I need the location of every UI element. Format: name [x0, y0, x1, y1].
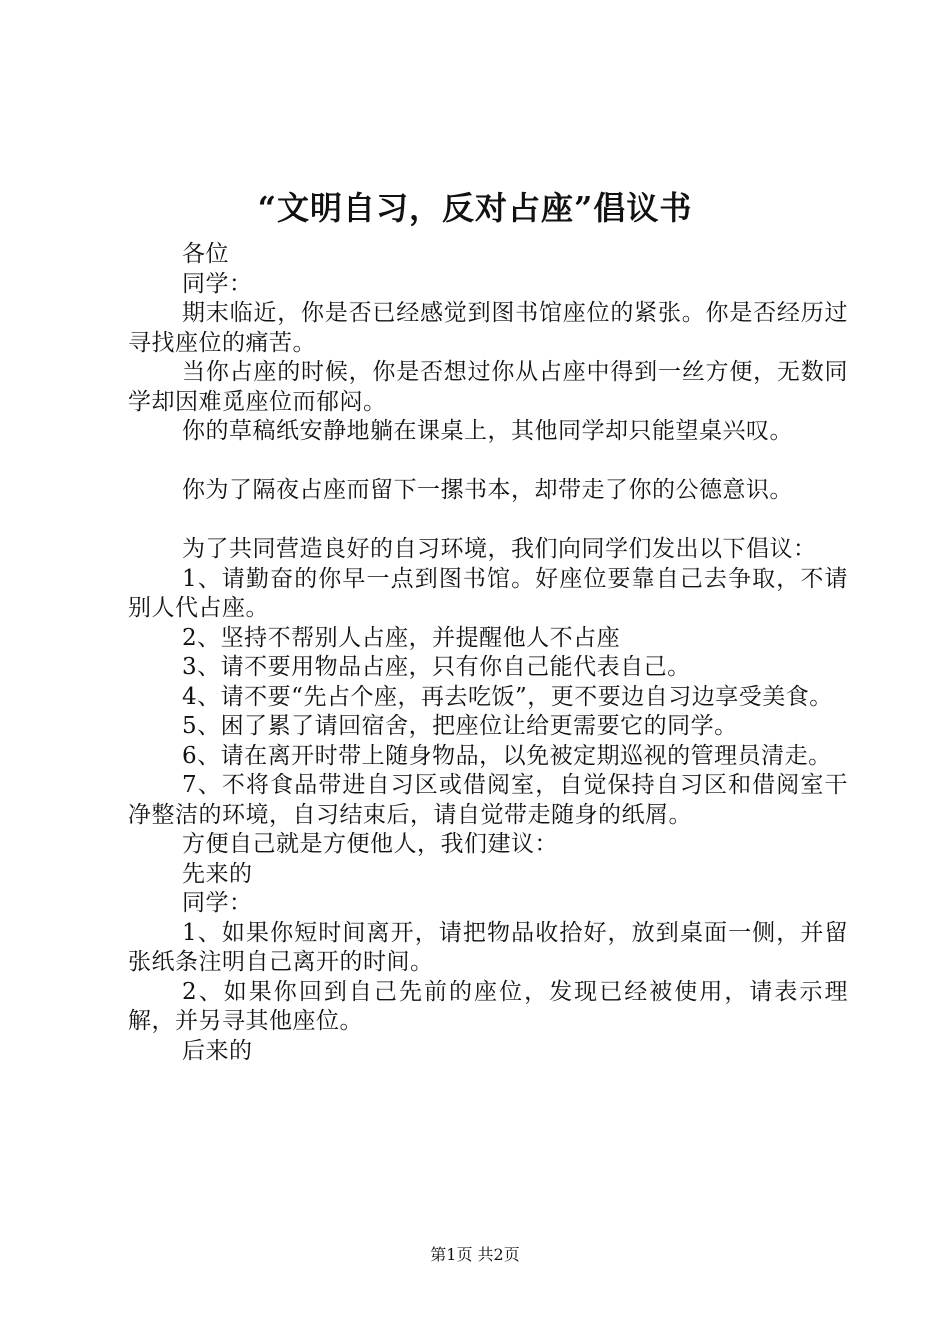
first-comers-heading-2: 同学：: [182, 890, 253, 916]
paragraph-intro-1: 期末临近，你是否已经感觉到图书馆座位的紧张。你是否经历过寻找座位的痛苦。: [128, 300, 848, 356]
first-comers-heading-1: 先来的: [182, 860, 253, 887]
suggestion-item-2: 2、如果你回到自己先前的座位，发现已经被使用，请表示理解，并另寻其他座位。: [128, 978, 848, 1034]
late-comers-heading: 后来的: [182, 1037, 253, 1064]
document-title: “文明自习，反对占座”倡议书: [257, 189, 693, 227]
proposal-item-1: 1、请勤奋的你早一点到图书馆。好座位要靠自己去争取，不请别人代占座。: [128, 565, 848, 621]
proposal-item-6: 6、请在离开时带上随身物品，以免被定期巡视的管理员清走。: [182, 742, 832, 769]
blank-line: [128, 447, 848, 477]
salutation-line-1: 各位: [182, 241, 230, 267]
salutation-line-2: 同学：: [182, 270, 253, 297]
suggestion-item-1: 1、如果你短时间离开，请把物品收拾好，放到桌面一侧，并留张纸条注明自己离开的时间。: [128, 919, 848, 975]
proposal-item-5: 5、困了累了请回宿舍，把座位让给更需要它的同学。: [182, 713, 738, 739]
blank-line: [128, 506, 848, 536]
paragraph-intro-3: 你的草稿纸安静地躺在课桌上，其他同学却只能望桌兴叹。: [182, 418, 794, 444]
proposal-item-7: 7、不将食品带进自习区或借阅室，自觉保持自习区和借阅室干净整洁的环境，自习结束后，请自觉带走随身的纸屑。: [128, 772, 848, 828]
proposal-item-2: 2、坚持不帮别人占座，并提醒他人不占座: [182, 624, 621, 651]
page-footer: 第1页 共2页: [430, 1245, 520, 1264]
paragraph-proposal-intro: 为了共同营造良好的自习环境，我们向同学们发出以下倡议：: [182, 536, 817, 562]
proposal-item-4: 4、请不要“先占个座，再去吃饭”，更不要边自习边享受美食。: [182, 683, 833, 710]
document-body: [128, 240, 848, 1066]
suggestion-intro: 方便自己就是方便他人，我们建议：: [182, 831, 559, 857]
paragraph-intro-2: 当你占座的时候，你是否想过你从占座中得到一丝方便，无数同学却因难觅座位而郁闷。: [128, 359, 848, 415]
paragraph-intro-4: 你为了隔夜占座而留下一摞书本，却带走了你的公德意识。: [182, 477, 794, 503]
proposal-item-3: 3、请不要用物品占座，只有你自己能代表自己。: [182, 654, 691, 680]
